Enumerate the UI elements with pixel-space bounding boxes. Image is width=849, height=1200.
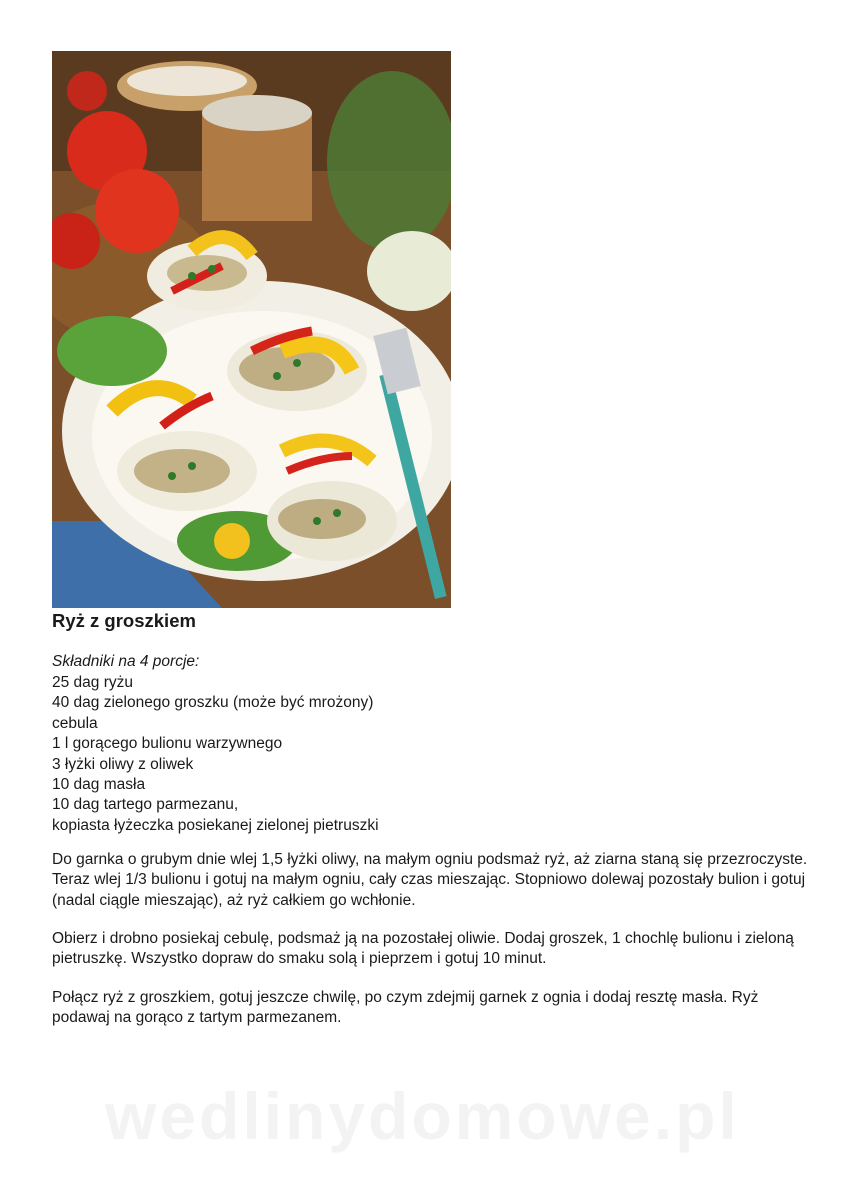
ingredients-heading: Składniki na 4 porcje: (52, 653, 200, 670)
ingredient-item: kopiasta łyżeczka posiekanej zielonej pietruszki (52, 816, 379, 834)
recipe-photo (52, 51, 451, 608)
ingredient-item: 25 dag ryżu (52, 674, 133, 691)
dish-illustration (52, 51, 451, 608)
ingredient-item: 40 dag zielonego groszku (może być mrożony) (52, 694, 374, 712)
ingredient-item: 10 dag masła (52, 776, 146, 794)
instruction-paragraph: Do garnka o grubym dnie wlej 1,5 łyżki oliwy, na małym ogniu podsmaż ryż, aż ziarna staną się przezroczyste. Teraz wlej 1/3 bulionu i gotuj na małym ogniu, cały czas mieszając. Stopniowo dolewaj pozostały bulion i gotuj (nadal ciągle mieszając), aż ryż całkiem go wchłonie. (52, 851, 808, 909)
instruction-paragraph: Połącz ryż z groszkiem, gotuj jeszcze chwilę, po czym zdejmij garnek z ognia i dodaj resztę masła. Ryż podawaj na gorąco z tartym parmezanem. (52, 989, 759, 1027)
watermark: wedlinydomowe.pl (105, 1079, 740, 1153)
ingredient-item: 10 dag tartego parmezanu, (52, 796, 239, 814)
ingredient-item: 1 l gorącego bulionu warzywnego (52, 735, 283, 753)
ingredient-item: cebula (52, 714, 98, 732)
ingredients-list (52, 673, 379, 836)
recipe-title: Ryż z groszkiem (52, 610, 196, 631)
instruction-paragraph: Obierz i drobno posiekaj cebulę, podsmaż ją na pozostałej oliwie. Dodaj groszek, 1 chochlę bulionu i zieloną pietruszkę. Wszystko dopraw do smaku solą i pieprzem i gotuj 10 minut. (52, 930, 794, 968)
ingredient-item: 3 łyżki oliwy z oliwek (52, 755, 194, 773)
